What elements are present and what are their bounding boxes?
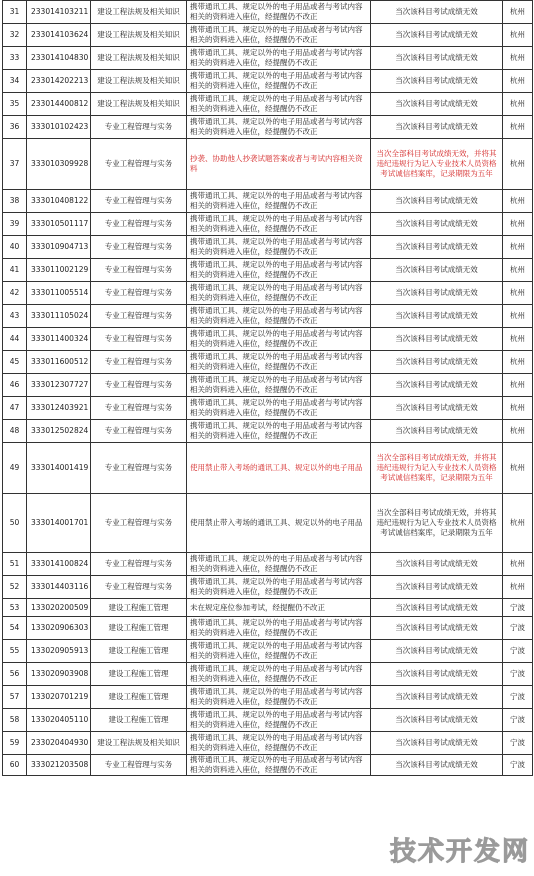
table-row <box>3 328 533 351</box>
candidate-id-cell: 333012307727 <box>27 374 91 397</box>
exam-city-cell: 宁波 <box>503 732 533 755</box>
table-row <box>3 732 533 755</box>
candidate-id-cell: 333010102423 <box>27 116 91 139</box>
exam-city-cell: 杭州 <box>503 576 533 599</box>
row-number-cell: 33 <box>3 47 27 70</box>
exam-city-cell: 宁波 <box>503 709 533 732</box>
candidate-id-cell: 333011002129 <box>27 259 91 282</box>
exam-city-cell: 杭州 <box>503 374 533 397</box>
table-row <box>3 1 533 24</box>
exam-city-cell: 杭州 <box>503 494 533 553</box>
candidate-id-cell: 333014100824 <box>27 553 91 576</box>
violations-table-container <box>2 0 532 776</box>
violation-description-cell: 携带通讯工具、规定以外的电子用品或者与考试内容相关的资料进入座位，经提醒仍不改正 <box>187 259 371 282</box>
candidate-id-cell: 133020200509 <box>27 599 91 617</box>
row-number-cell: 59 <box>3 732 27 755</box>
penalty-result-cell: 当次该科目考试成绩无效 <box>371 576 503 599</box>
penalty-result-cell: 当次该科目考试成绩无效 <box>371 663 503 686</box>
candidate-id-cell: 233020404930 <box>27 732 91 755</box>
table-row <box>3 755 533 776</box>
violation-description-cell: 使用禁止带入考场的通讯工具、规定以外的电子用品 <box>187 494 371 553</box>
row-number-cell: 42 <box>3 282 27 305</box>
row-number-cell: 54 <box>3 617 27 640</box>
exam-subject-cell: 建设工程施工管理 <box>91 686 187 709</box>
table-row <box>3 709 533 732</box>
candidate-id-cell: 333010501117 <box>27 213 91 236</box>
violation-description-cell: 携带通讯工具、规定以外的电子用品或者与考试内容相关的资料进入座位，经提醒仍不改正 <box>187 686 371 709</box>
table-row <box>3 443 533 494</box>
violation-description-cell: 携带通讯工具、规定以外的电子用品或者与考试内容相关的资料进入座位，经提醒仍不改正 <box>187 640 371 663</box>
violation-description-cell: 使用禁止带入考场的通讯工具、规定以外的电子用品 <box>187 443 371 494</box>
candidate-id-cell: 133020701219 <box>27 686 91 709</box>
table-row <box>3 213 533 236</box>
exam-city-cell: 宁波 <box>503 617 533 640</box>
penalty-result-cell: 当次该科目考试成绩无效 <box>371 116 503 139</box>
candidate-id-cell: 333010904713 <box>27 236 91 259</box>
candidate-id-cell: 333010408122 <box>27 190 91 213</box>
exam-subject-cell: 建设工程施工管理 <box>91 663 187 686</box>
violation-description-cell: 携带通讯工具、规定以外的电子用品或者与考试内容相关的资料进入座位，经提醒仍不改正 <box>187 190 371 213</box>
violations-table-body <box>3 1 533 776</box>
penalty-result-cell: 当次该科目考试成绩无效 <box>371 755 503 776</box>
row-number-cell: 56 <box>3 663 27 686</box>
violation-description-cell: 携带通讯工具、规定以外的电子用品或者与考试内容相关的资料进入座位，经提醒仍不改正 <box>187 576 371 599</box>
violation-description-cell: 携带通讯工具、规定以外的电子用品或者与考试内容相关的资料进入座位，经提醒仍不改正 <box>187 709 371 732</box>
penalty-result-cell: 当次该科目考试成绩无效 <box>371 640 503 663</box>
row-number-cell: 35 <box>3 93 27 116</box>
exam-subject-cell: 建设工程施工管理 <box>91 640 187 663</box>
table-row <box>3 116 533 139</box>
violation-description-cell: 携带通讯工具、规定以外的电子用品或者与考试内容相关的资料进入座位，经提醒仍不改正 <box>187 351 371 374</box>
row-number-cell: 37 <box>3 139 27 190</box>
exam-city-cell: 杭州 <box>503 213 533 236</box>
site-watermark: 技术开发网 <box>389 837 530 867</box>
penalty-result-cell: 当次全部科目考试成绩无效，并将其违纪违规行为记入专业技术人员资格考试诚信档案库，记录期限为五年 <box>371 139 503 190</box>
candidate-id-cell: 333010309928 <box>27 139 91 190</box>
row-number-cell: 38 <box>3 190 27 213</box>
violation-description-cell: 携带通讯工具、规定以外的电子用品或者与考试内容相关的资料进入座位，经提醒仍不改正 <box>187 374 371 397</box>
exam-city-cell: 宁波 <box>503 640 533 663</box>
exam-subject-cell: 建设工程施工管理 <box>91 617 187 640</box>
candidate-id-cell: 333014403116 <box>27 576 91 599</box>
penalty-result-cell: 当次该科目考试成绩无效 <box>371 282 503 305</box>
table-row <box>3 47 533 70</box>
candidate-id-cell: 233014104830 <box>27 47 91 70</box>
candidate-id-cell: 333011105024 <box>27 305 91 328</box>
exam-subject-cell: 建设工程施工管理 <box>91 709 187 732</box>
violation-description-cell: 携带通讯工具、规定以外的电子用品或者与考试内容相关的资料进入座位，经提醒仍不改正 <box>187 116 371 139</box>
violation-description-cell: 携带通讯工具、规定以外的电子用品或者与考试内容相关的资料进入座位，经提醒仍不改正 <box>187 553 371 576</box>
violation-description-cell: 携带通讯工具、规定以外的电子用品或者与考试内容相关的资料进入座位，经提醒仍不改正 <box>187 663 371 686</box>
row-number-cell: 43 <box>3 305 27 328</box>
exam-city-cell: 杭州 <box>503 93 533 116</box>
violation-description-cell: 携带通讯工具、规定以外的电子用品或者与考试内容相关的资料进入座位，经提醒仍不改正 <box>187 1 371 24</box>
exam-city-cell: 杭州 <box>503 328 533 351</box>
candidate-id-cell: 333011600512 <box>27 351 91 374</box>
table-row <box>3 93 533 116</box>
penalty-result-cell: 当次该科目考试成绩无效 <box>371 351 503 374</box>
exam-subject-cell: 专业工程管理与实务 <box>91 374 187 397</box>
exam-city-cell: 杭州 <box>503 190 533 213</box>
penalty-result-cell: 当次该科目考试成绩无效 <box>371 1 503 24</box>
table-row <box>3 70 533 93</box>
row-number-cell: 51 <box>3 553 27 576</box>
row-number-cell: 41 <box>3 259 27 282</box>
penalty-result-cell: 当次该科目考试成绩无效 <box>371 70 503 93</box>
table-row <box>3 599 533 617</box>
row-number-cell: 44 <box>3 328 27 351</box>
row-number-cell: 45 <box>3 351 27 374</box>
table-row <box>3 139 533 190</box>
penalty-result-cell: 当次该科目考试成绩无效 <box>371 236 503 259</box>
exam-subject-cell: 专业工程管理与实务 <box>91 328 187 351</box>
violation-description-cell: 携带通讯工具、规定以外的电子用品或者与考试内容相关的资料进入座位，经提醒仍不改正 <box>187 397 371 420</box>
candidate-id-cell: 333014001419 <box>27 443 91 494</box>
row-number-cell: 34 <box>3 70 27 93</box>
exam-subject-cell: 建设工程法规及相关知识 <box>91 93 187 116</box>
exam-subject-cell: 建设工程法规及相关知识 <box>91 24 187 47</box>
table-row <box>3 351 533 374</box>
candidate-id-cell: 333012403921 <box>27 397 91 420</box>
violation-description-cell: 携带通讯工具、规定以外的电子用品或者与考试内容相关的资料进入座位，经提醒仍不改正 <box>187 420 371 443</box>
exam-subject-cell: 专业工程管理与实务 <box>91 443 187 494</box>
violations-table <box>2 0 533 776</box>
candidate-id-cell: 233014202213 <box>27 70 91 93</box>
table-row <box>3 640 533 663</box>
exam-subject-cell: 专业工程管理与实务 <box>91 420 187 443</box>
table-row <box>3 617 533 640</box>
violation-description-cell: 未在规定座位参加考试，经提醒仍不改正 <box>187 599 371 617</box>
exam-subject-cell: 专业工程管理与实务 <box>91 576 187 599</box>
violation-description-cell: 携带通讯工具、规定以外的电子用品或者与考试内容相关的资料进入座位，经提醒仍不改正 <box>187 617 371 640</box>
candidate-id-cell: 333011400324 <box>27 328 91 351</box>
penalty-result-cell: 当次该科目考试成绩无效 <box>371 305 503 328</box>
exam-city-cell: 杭州 <box>503 1 533 24</box>
violation-description-cell: 携带通讯工具、规定以外的电子用品或者与考试内容相关的资料进入座位，经提醒仍不改正 <box>187 213 371 236</box>
row-number-cell: 58 <box>3 709 27 732</box>
penalty-result-cell: 当次该科目考试成绩无效 <box>371 686 503 709</box>
candidate-id-cell: 133020903908 <box>27 663 91 686</box>
row-number-cell: 48 <box>3 420 27 443</box>
candidate-id-cell: 133020906303 <box>27 617 91 640</box>
violation-description-cell: 携带通讯工具、规定以外的电子用品或者与考试内容相关的资料进入座位，经提醒仍不改正 <box>187 24 371 47</box>
table-row <box>3 663 533 686</box>
table-row <box>3 259 533 282</box>
penalty-result-cell: 当次该科目考试成绩无效 <box>371 93 503 116</box>
exam-subject-cell: 专业工程管理与实务 <box>91 351 187 374</box>
exam-city-cell: 杭州 <box>503 305 533 328</box>
penalty-result-cell: 当次该科目考试成绩无效 <box>371 709 503 732</box>
exam-subject-cell: 专业工程管理与实务 <box>91 213 187 236</box>
penalty-result-cell: 当次该科目考试成绩无效 <box>371 397 503 420</box>
violation-description-cell: 携带通讯工具、规定以外的电子用品或者与考试内容相关的资料进入座位，经提醒仍不改正 <box>187 732 371 755</box>
penalty-result-cell: 当次该科目考试成绩无效 <box>371 328 503 351</box>
row-number-cell: 49 <box>3 443 27 494</box>
exam-city-cell: 杭州 <box>503 139 533 190</box>
table-row <box>3 236 533 259</box>
table-row <box>3 686 533 709</box>
violation-description-cell: 携带通讯工具、规定以外的电子用品或者与考试内容相关的资料进入座位，经提醒仍不改正 <box>187 305 371 328</box>
exam-subject-cell: 专业工程管理与实务 <box>91 305 187 328</box>
exam-subject-cell: 专业工程管理与实务 <box>91 282 187 305</box>
exam-subject-cell: 专业工程管理与实务 <box>91 755 187 776</box>
exam-subject-cell: 专业工程管理与实务 <box>91 553 187 576</box>
penalty-result-cell: 当次该科目考试成绩无效 <box>371 553 503 576</box>
row-number-cell: 46 <box>3 374 27 397</box>
exam-city-cell: 宁波 <box>503 686 533 709</box>
row-number-cell: 47 <box>3 397 27 420</box>
row-number-cell: 60 <box>3 755 27 776</box>
candidate-id-cell: 233014103211 <box>27 1 91 24</box>
row-number-cell: 57 <box>3 686 27 709</box>
exam-city-cell: 杭州 <box>503 420 533 443</box>
exam-subject-cell: 专业工程管理与实务 <box>91 236 187 259</box>
table-row <box>3 420 533 443</box>
exam-city-cell: 杭州 <box>503 24 533 47</box>
penalty-result-cell: 当次该科目考试成绩无效 <box>371 190 503 213</box>
penalty-result-cell: 当次该科目考试成绩无效 <box>371 47 503 70</box>
table-row <box>3 374 533 397</box>
table-row <box>3 397 533 420</box>
exam-subject-cell: 专业工程管理与实务 <box>91 494 187 553</box>
penalty-result-cell: 当次该科目考试成绩无效 <box>371 259 503 282</box>
penalty-result-cell: 当次该科目考试成绩无效 <box>371 617 503 640</box>
penalty-result-cell: 当次全部科目考试成绩无效，并将其违纪违规行为记入专业技术人员资格考试诚信档案库，记录期限为五年 <box>371 494 503 553</box>
table-row <box>3 553 533 576</box>
candidate-id-cell: 333021203508 <box>27 755 91 776</box>
violation-description-cell: 携带通讯工具、规定以外的电子用品或者与考试内容相关的资料进入座位，经提醒仍不改正 <box>187 93 371 116</box>
candidate-id-cell: 133020405110 <box>27 709 91 732</box>
violation-description-cell: 携带通讯工具、规定以外的电子用品或者与考试内容相关的资料进入座位，经提醒仍不改正 <box>187 70 371 93</box>
penalty-result-cell: 当次全部科目考试成绩无效，并将其违纪违规行为记入专业技术人员资格考试诚信档案库，记录期限为五年 <box>371 443 503 494</box>
row-number-cell: 36 <box>3 116 27 139</box>
table-row <box>3 305 533 328</box>
row-number-cell: 52 <box>3 576 27 599</box>
violation-description-cell: 携带通讯工具、规定以外的电子用品或者与考试内容相关的资料进入座位，经提醒仍不改正 <box>187 328 371 351</box>
table-row <box>3 24 533 47</box>
row-number-cell: 40 <box>3 236 27 259</box>
exam-subject-cell: 专业工程管理与实务 <box>91 139 187 190</box>
exam-city-cell: 杭州 <box>503 351 533 374</box>
exam-city-cell: 杭州 <box>503 236 533 259</box>
row-number-cell: 31 <box>3 1 27 24</box>
exam-subject-cell: 建设工程法规及相关知识 <box>91 47 187 70</box>
row-number-cell: 55 <box>3 640 27 663</box>
violation-description-cell: 携带通讯工具、规定以外的电子用品或者与考试内容相关的资料进入座位，经提醒仍不改正 <box>187 755 371 776</box>
penalty-result-cell: 当次该科目考试成绩无效 <box>371 24 503 47</box>
candidate-id-cell: 333012502824 <box>27 420 91 443</box>
candidate-id-cell: 333014001701 <box>27 494 91 553</box>
table-row <box>3 494 533 553</box>
exam-city-cell: 杭州 <box>503 47 533 70</box>
candidate-id-cell: 133020905913 <box>27 640 91 663</box>
candidate-id-cell: 233014400812 <box>27 93 91 116</box>
exam-city-cell: 杭州 <box>503 259 533 282</box>
exam-city-cell: 杭州 <box>503 443 533 494</box>
candidate-id-cell: 233014103624 <box>27 24 91 47</box>
penalty-result-cell: 当次该科目考试成绩无效 <box>371 213 503 236</box>
penalty-result-cell: 当次该科目考试成绩无效 <box>371 420 503 443</box>
exam-subject-cell: 建设工程法规及相关知识 <box>91 70 187 93</box>
violation-description-cell: 携带通讯工具、规定以外的电子用品或者与考试内容相关的资料进入座位，经提醒仍不改正 <box>187 236 371 259</box>
penalty-result-cell: 当次该科目考试成绩无效 <box>371 732 503 755</box>
exam-subject-cell: 建设工程施工管理 <box>91 599 187 617</box>
row-number-cell: 32 <box>3 24 27 47</box>
table-row <box>3 576 533 599</box>
exam-city-cell: 杭州 <box>503 70 533 93</box>
exam-subject-cell: 专业工程管理与实务 <box>91 190 187 213</box>
penalty-result-cell: 当次该科目考试成绩无效 <box>371 374 503 397</box>
exam-city-cell: 宁波 <box>503 599 533 617</box>
violation-description-cell: 携带通讯工具、规定以外的电子用品或者与考试内容相关的资料进入座位，经提醒仍不改正 <box>187 47 371 70</box>
exam-city-cell: 宁波 <box>503 663 533 686</box>
penalty-result-cell: 当次该科目考试成绩无效 <box>371 599 503 617</box>
table-row <box>3 282 533 305</box>
violation-description-cell: 抄袭、协助他人抄袭试题答案或者与考试内容相关资料 <box>187 139 371 190</box>
exam-subject-cell: 建设工程法规及相关知识 <box>91 732 187 755</box>
row-number-cell: 50 <box>3 494 27 553</box>
exam-subject-cell: 专业工程管理与实务 <box>91 116 187 139</box>
table-row <box>3 190 533 213</box>
exam-city-cell: 杭州 <box>503 116 533 139</box>
exam-city-cell: 杭州 <box>503 397 533 420</box>
exam-city-cell: 杭州 <box>503 553 533 576</box>
row-number-cell: 39 <box>3 213 27 236</box>
candidate-id-cell: 333011005514 <box>27 282 91 305</box>
violation-description-cell: 携带通讯工具、规定以外的电子用品或者与考试内容相关的资料进入座位，经提醒仍不改正 <box>187 282 371 305</box>
exam-subject-cell: 专业工程管理与实务 <box>91 259 187 282</box>
exam-subject-cell: 专业工程管理与实务 <box>91 397 187 420</box>
exam-city-cell: 杭州 <box>503 282 533 305</box>
exam-subject-cell: 建设工程法规及相关知识 <box>91 1 187 24</box>
row-number-cell: 53 <box>3 599 27 617</box>
exam-city-cell: 宁波 <box>503 755 533 776</box>
